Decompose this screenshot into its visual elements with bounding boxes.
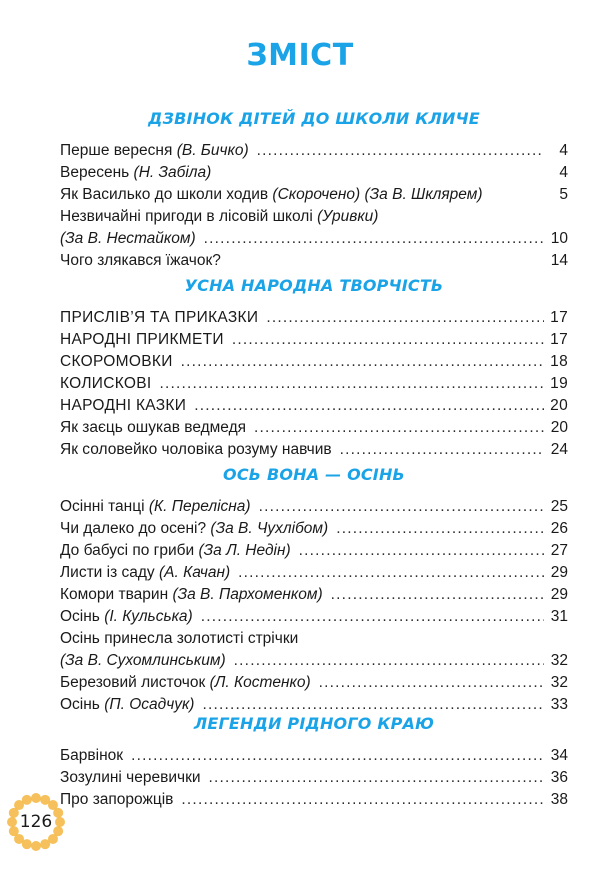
section-folk-art — [60, 275, 568, 461]
page-number: 126 — [19, 812, 53, 832]
entry-page: 14 — [550, 252, 568, 269]
entry-title: Як Василько до школи ходив — [60, 186, 269, 203]
entry-author: (І. Кульська) — [104, 608, 193, 625]
section-autumn — [60, 464, 568, 716]
toc-entry[interactable] — [60, 672, 568, 694]
entry-title: Незвичайні пригоди в лісовій школі — [60, 208, 313, 225]
leader-dots — [181, 351, 544, 373]
leader-dots — [336, 518, 544, 540]
leader-dots — [238, 562, 544, 584]
entry-page: 31 — [550, 608, 568, 625]
leader-dots — [340, 439, 544, 461]
leader-dots — [331, 584, 544, 606]
leader-dots — [201, 606, 544, 628]
toc-entry[interactable] — [60, 628, 568, 650]
entry-page: 24 — [550, 441, 568, 458]
entry-page: 18 — [550, 353, 568, 370]
entry-page: 17 — [550, 331, 568, 348]
entry-title: Барвінок — [60, 747, 124, 764]
entry-page: 26 — [550, 520, 568, 537]
entry-author: (Уривки) — [317, 208, 379, 225]
entry-title: Осінь — [60, 696, 100, 713]
toc-entry[interactable] — [60, 767, 568, 789]
entry-page: 17 — [550, 309, 568, 326]
section-school-bell — [60, 108, 568, 272]
section-heading: ОСЬ ВОНА — ОСІНЬ — [223, 465, 405, 484]
toc-entry[interactable] — [60, 162, 568, 184]
entry-title: ПРИСЛІВ’Я ТА ПРИКАЗКИ — [60, 309, 259, 326]
leader-dots — [131, 745, 544, 767]
entry-author: (Н. Забіла) — [133, 164, 212, 181]
entry-page: 25 — [550, 498, 568, 515]
leader-dots — [254, 417, 544, 439]
entry-title: КОЛИСКОВІ — [60, 375, 152, 392]
leader-dots — [259, 496, 544, 518]
toc-entry[interactable] — [60, 584, 568, 606]
toc-entry[interactable] — [60, 789, 568, 811]
toc-entry[interactable] — [60, 562, 568, 584]
entry-title: Осінні танці — [60, 498, 145, 515]
entry-author: (За В. Сухомлинським) — [60, 652, 226, 669]
toc-entry[interactable] — [60, 307, 568, 329]
leader-dots — [257, 140, 544, 162]
entry-title: Осінь — [60, 608, 100, 625]
entry-page: 5 — [559, 186, 568, 203]
entry-title: Чи далеко до осені? — [60, 520, 207, 537]
toc-entry[interactable] — [60, 606, 568, 628]
toc-entry[interactable] — [60, 417, 568, 439]
leader-dots — [209, 767, 544, 789]
toc-entry[interactable] — [60, 518, 568, 540]
entry-page: 4 — [559, 164, 568, 181]
entry-title: Осінь принесла золотисті стрічки — [60, 630, 299, 647]
leader-dots — [204, 228, 544, 250]
entry-author: (За В. Чухлібом) — [210, 520, 329, 537]
entry-author: (К. Перелісна) — [148, 498, 251, 515]
toc-entry[interactable] — [60, 250, 568, 272]
page-title: ЗМІСТ — [246, 38, 354, 73]
section-heading: ЛЕГЕНДИ РІДНОГО КРАЮ — [193, 714, 435, 733]
toc-entry[interactable] — [60, 140, 568, 162]
entry-title: Вересень — [60, 164, 130, 181]
entry-page: 32 — [550, 674, 568, 691]
leader-dots — [181, 789, 544, 811]
entry-title: Зозулині черевички — [60, 769, 201, 786]
entry-page: 38 — [550, 791, 568, 808]
leader-dots — [319, 672, 544, 694]
entry-title: Чого злякався їжачок? — [60, 252, 221, 269]
entry-title: Перше вересня — [60, 142, 173, 159]
toc-entry[interactable] — [60, 373, 568, 395]
toc-entry-continuation[interactable] — [60, 650, 568, 672]
entry-title: Про запорожців — [60, 791, 174, 808]
entry-page: 20 — [550, 397, 568, 414]
entry-author: (Скорочено) (За В. Шклярем) — [272, 186, 483, 203]
entry-page: 36 — [550, 769, 568, 786]
entry-title: НАРОДНІ ПРИКМЕТИ — [60, 331, 224, 348]
entry-page: 29 — [550, 564, 568, 581]
entry-page: 19 — [550, 375, 568, 392]
page-number-badge — [4, 790, 68, 854]
leader-dots — [234, 650, 544, 672]
section-heading: УСНА НАРОДНА ТВОРЧІСТЬ — [184, 276, 444, 295]
toc-entry[interactable] — [60, 540, 568, 562]
entry-title: Комори тварин — [60, 586, 169, 603]
entry-title: До бабусі по гриби — [60, 542, 195, 559]
entry-title: Як заєць ошукав ведмедя — [60, 419, 247, 436]
leader-dots — [266, 307, 544, 329]
toc-entry[interactable] — [60, 329, 568, 351]
entry-page: 33 — [550, 696, 568, 713]
entry-author: (Л. Костенко) — [209, 674, 311, 691]
entry-author: (А. Качан) — [158, 564, 231, 581]
toc-entry[interactable] — [60, 184, 568, 206]
entry-title: Як соловейко чоловіка розуму навчив — [60, 441, 332, 458]
toc-entry[interactable] — [60, 496, 568, 518]
entry-author: (П. Осадчук) — [104, 696, 195, 713]
toc-entry[interactable] — [60, 745, 568, 767]
toc-entry[interactable] — [60, 351, 568, 373]
entry-page: 32 — [550, 652, 568, 669]
toc-entry[interactable] — [60, 206, 568, 228]
toc-entry[interactable] — [60, 395, 568, 417]
section-legends — [60, 713, 568, 811]
entry-title: СКОРОМОВКИ — [60, 353, 173, 370]
entry-page: 29 — [550, 586, 568, 603]
entry-page: 34 — [550, 747, 568, 764]
entry-page: 20 — [550, 419, 568, 436]
entry-author: (За Л. Недін) — [198, 542, 291, 559]
leader-dots — [232, 329, 544, 351]
leader-dots — [160, 373, 545, 395]
entry-title: Березовий листочок — [60, 674, 206, 691]
section-heading: ДЗВІНОК ДІТЕЙ ДО ШКОЛИ КЛИЧЕ — [148, 109, 480, 128]
entry-author: (За В. Пархоменком) — [172, 586, 323, 603]
leader-dots — [299, 540, 544, 562]
toc-entry[interactable] — [60, 439, 568, 461]
entry-page: 10 — [550, 230, 568, 247]
leader-dots — [194, 395, 544, 417]
entry-title: НАРОДНІ КАЗКИ — [60, 397, 187, 414]
entry-author: (За В. Нестайком) — [60, 230, 196, 247]
toc-entry-continuation[interactable] — [60, 228, 568, 250]
entry-page: 27 — [550, 542, 568, 559]
entry-title: Листи із саду — [60, 564, 155, 581]
entry-author: (В. Бичко) — [176, 142, 249, 159]
entry-page: 4 — [559, 142, 568, 159]
